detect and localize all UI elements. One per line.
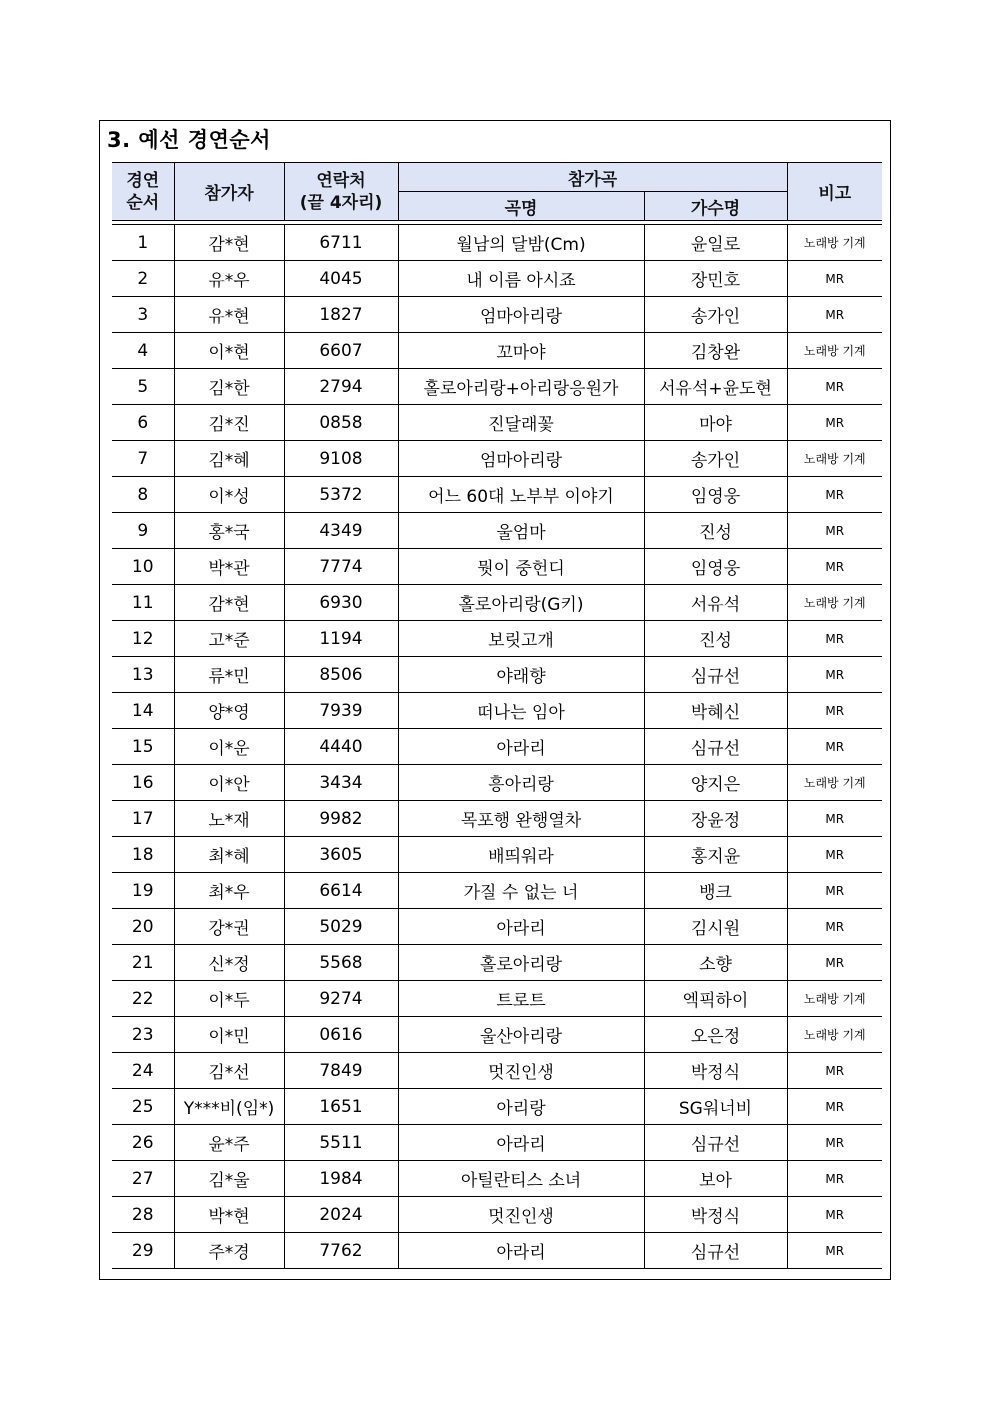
- row-number: 28: [112, 1197, 174, 1233]
- singer-name: 오은정: [644, 1017, 787, 1053]
- singer-name: 심규선: [644, 729, 787, 765]
- singer-name: SG워너비: [644, 1089, 787, 1125]
- song-title: 어느 60대 노부부 이야기: [398, 477, 644, 513]
- note: MR: [787, 1161, 882, 1197]
- contact-last4: 5568: [284, 945, 398, 981]
- row-number: 13: [112, 657, 174, 693]
- song-title: 홀로아리랑: [398, 945, 644, 981]
- singer-name: 송가인: [644, 441, 787, 477]
- section-title: 3. 예선 경연순서: [107, 128, 271, 152]
- song-title: 진달래꽃: [398, 405, 644, 441]
- table-row: [112, 1017, 882, 1053]
- row-number: 16: [112, 765, 174, 801]
- participant-name: 주*경: [174, 1233, 284, 1269]
- contact-last4: 2024: [284, 1197, 398, 1233]
- singer-name: 마야: [644, 405, 787, 441]
- row-number: 24: [112, 1053, 174, 1089]
- note: MR: [787, 837, 882, 873]
- header-note: [787, 163, 882, 221]
- contact-last4: 4349: [284, 513, 398, 549]
- participant-name: 김*한: [174, 369, 284, 405]
- contact-last4: 9274: [284, 981, 398, 1017]
- participant-name: 노*재: [174, 801, 284, 837]
- song-title: 멋진인생: [398, 1053, 644, 1089]
- participant-name: 김*진: [174, 405, 284, 441]
- contact-last4: 8506: [284, 657, 398, 693]
- note: MR: [787, 369, 882, 405]
- song-title: 아라리: [398, 729, 644, 765]
- song-title: 흥아리랑: [398, 765, 644, 801]
- singer-name: 서유석: [644, 585, 787, 621]
- header-note-label: 비고: [818, 184, 852, 204]
- table-row: [112, 1197, 882, 1233]
- note: MR: [787, 549, 882, 585]
- note: MR: [787, 873, 882, 909]
- song-title: 멋진인생: [398, 1197, 644, 1233]
- participant-name: 류*민: [174, 657, 284, 693]
- contact-last4: 7849: [284, 1053, 398, 1089]
- note: MR: [787, 477, 882, 513]
- header-song-title: [398, 192, 644, 221]
- song-title: 보릿고개: [398, 621, 644, 657]
- note: 노래방 기계: [787, 441, 882, 477]
- note: 노래방 기계: [787, 981, 882, 1017]
- note: MR: [787, 1233, 882, 1269]
- singer-name: 임영웅: [644, 477, 787, 513]
- table-row: [112, 621, 882, 657]
- note: MR: [787, 657, 882, 693]
- table-row: [112, 945, 882, 981]
- participant-name: 윤*주: [174, 1125, 284, 1161]
- song-title: 아틸란티스 소녀: [398, 1161, 644, 1197]
- singer-name: 윤일로: [644, 225, 787, 261]
- table-row: [112, 873, 882, 909]
- row-number: 5: [112, 369, 174, 405]
- table-row: [112, 1053, 882, 1089]
- header-participant-label: 참가자: [204, 184, 254, 204]
- note: 노래방 기계: [787, 585, 882, 621]
- row-number: 2: [112, 261, 174, 297]
- participant-name: 김*혜: [174, 441, 284, 477]
- singer-name: 진성: [644, 513, 787, 549]
- contact-last4: 5029: [284, 909, 398, 945]
- song-title: 울엄마: [398, 513, 644, 549]
- note: MR: [787, 513, 882, 549]
- note: MR: [787, 945, 882, 981]
- participant-name: 박*관: [174, 549, 284, 585]
- participant-name: 김*선: [174, 1053, 284, 1089]
- contact-last4: 6614: [284, 873, 398, 909]
- singer-name: 소향: [644, 945, 787, 981]
- header-singer-label: 가수명: [690, 198, 741, 219]
- row-number: 21: [112, 945, 174, 981]
- row-number: 27: [112, 1161, 174, 1197]
- participant-name: 최*혜: [174, 837, 284, 873]
- note: MR: [787, 1125, 882, 1161]
- song-title: 배띄워라: [398, 837, 644, 873]
- header-singer: [644, 192, 787, 221]
- song-title: 떠나는 임아: [398, 693, 644, 729]
- row-number: 29: [112, 1233, 174, 1269]
- singer-name: 박정식: [644, 1197, 787, 1233]
- table-row: [112, 333, 882, 369]
- row-number: 11: [112, 585, 174, 621]
- participant-name: 이*운: [174, 729, 284, 765]
- row-number: 1: [112, 225, 174, 261]
- participant-name: 감*현: [174, 225, 284, 261]
- row-number: 3: [112, 297, 174, 333]
- row-number: 22: [112, 981, 174, 1017]
- row-number: 18: [112, 837, 174, 873]
- row-number: 12: [112, 621, 174, 657]
- singer-name: 양지은: [644, 765, 787, 801]
- contact-last4: 1984: [284, 1161, 398, 1197]
- singer-name: 박정식: [644, 1053, 787, 1089]
- table-row: [112, 477, 882, 513]
- row-number: 15: [112, 729, 174, 765]
- header-order-label: 경연 순서: [126, 170, 160, 213]
- singer-name: 심규선: [644, 1233, 787, 1269]
- song-title: 야래향: [398, 657, 644, 693]
- singer-name: 임영웅: [644, 549, 787, 585]
- table-row: [112, 657, 882, 693]
- note: MR: [787, 729, 882, 765]
- table-row: [112, 369, 882, 405]
- participant-name: 이*현: [174, 333, 284, 369]
- singer-name: 박혜신: [644, 693, 787, 729]
- contact-last4: 5511: [284, 1125, 398, 1161]
- header-song-title-label: 곡명: [504, 198, 538, 219]
- table-row: [112, 297, 882, 333]
- table-row: [112, 693, 882, 729]
- participant-name: 감*현: [174, 585, 284, 621]
- participant-name: 김*울: [174, 1161, 284, 1197]
- singer-name: 심규선: [644, 1125, 787, 1161]
- header-contact: [284, 163, 398, 221]
- note: MR: [787, 261, 882, 297]
- participant-name: 유*우: [174, 261, 284, 297]
- row-number: 14: [112, 693, 174, 729]
- table-body: [112, 225, 882, 1269]
- header-song-group-label: 참가곡: [567, 169, 618, 190]
- participant-name: 이*성: [174, 477, 284, 513]
- participant-name: 최*우: [174, 873, 284, 909]
- table-row: [112, 1233, 882, 1269]
- table-row: [112, 1089, 882, 1125]
- participant-name: 이*민: [174, 1017, 284, 1053]
- participant-name: 신*정: [174, 945, 284, 981]
- note: MR: [787, 1197, 882, 1233]
- table-row: [112, 549, 882, 585]
- contact-last4: 1827: [284, 297, 398, 333]
- note: MR: [787, 1089, 882, 1125]
- table-row: [112, 513, 882, 549]
- song-title: 트로트: [398, 981, 644, 1017]
- contact-last4: 6930: [284, 585, 398, 621]
- participant-name: 이*안: [174, 765, 284, 801]
- table-row: [112, 585, 882, 621]
- table-row: [112, 801, 882, 837]
- note: MR: [787, 801, 882, 837]
- table-row: [112, 405, 882, 441]
- contact-last4: 6607: [284, 333, 398, 369]
- contact-last4: 5372: [284, 477, 398, 513]
- row-number: 8: [112, 477, 174, 513]
- contact-last4: 2794: [284, 369, 398, 405]
- contact-last4: 9108: [284, 441, 398, 477]
- header-contact-label: 연락처 (끝 4자리): [299, 170, 383, 213]
- row-number: 25: [112, 1089, 174, 1125]
- song-title: 울산아리랑: [398, 1017, 644, 1053]
- table-row: [112, 225, 882, 261]
- note: 노래방 기계: [787, 225, 882, 261]
- note: 노래방 기계: [787, 765, 882, 801]
- song-title: 아라리: [398, 1233, 644, 1269]
- row-number: 6: [112, 405, 174, 441]
- contact-last4: 6711: [284, 225, 398, 261]
- table-row: [112, 909, 882, 945]
- singer-name: 서유석+윤도현: [644, 369, 787, 405]
- song-title: 아라리: [398, 909, 644, 945]
- participant-name: Y***비(임*): [174, 1089, 284, 1125]
- song-title: 뭣이 중헌디: [398, 549, 644, 585]
- song-title: 꼬마야: [398, 333, 644, 369]
- row-number: 20: [112, 909, 174, 945]
- table-row: [112, 1125, 882, 1161]
- header-participant: [174, 163, 284, 221]
- note: MR: [787, 693, 882, 729]
- contact-last4: 0858: [284, 405, 398, 441]
- row-number: 26: [112, 1125, 174, 1161]
- header-song-group: [398, 163, 787, 192]
- song-title: 홀로아리랑+아리랑응원가: [398, 369, 644, 405]
- participant-name: 홍*국: [174, 513, 284, 549]
- note: MR: [787, 1053, 882, 1089]
- singer-name: 심규선: [644, 657, 787, 693]
- note: MR: [787, 621, 882, 657]
- singer-name: 보아: [644, 1161, 787, 1197]
- table-row: [112, 837, 882, 873]
- contact-last4: 3434: [284, 765, 398, 801]
- song-title: 가질 수 없는 너: [398, 873, 644, 909]
- contact-last4: 4440: [284, 729, 398, 765]
- contact-last4: 9982: [284, 801, 398, 837]
- participant-name: 이*두: [174, 981, 284, 1017]
- song-title: 내 이름 아시죠: [398, 261, 644, 297]
- participant-name: 고*준: [174, 621, 284, 657]
- contest-order-table: [112, 162, 882, 1269]
- singer-name: 뱅크: [644, 873, 787, 909]
- row-number: 4: [112, 333, 174, 369]
- row-number: 23: [112, 1017, 174, 1053]
- contact-last4: 7939: [284, 693, 398, 729]
- participant-name: 유*현: [174, 297, 284, 333]
- song-title: 아리랑: [398, 1089, 644, 1125]
- singer-name: 김시원: [644, 909, 787, 945]
- row-number: 17: [112, 801, 174, 837]
- table-row: [112, 765, 882, 801]
- singer-name: 송가인: [644, 297, 787, 333]
- contact-last4: 0616: [284, 1017, 398, 1053]
- note: MR: [787, 909, 882, 945]
- contact-last4: 7762: [284, 1233, 398, 1269]
- singer-name: 장민호: [644, 261, 787, 297]
- row-number: 19: [112, 873, 174, 909]
- song-title: 엄마아리랑: [398, 441, 644, 477]
- singer-name: 홍지윤: [644, 837, 787, 873]
- table-row: [112, 729, 882, 765]
- song-title: 목포행 완행열차: [398, 801, 644, 837]
- note: 노래방 기계: [787, 333, 882, 369]
- song-title: 월남의 달밤(Cm): [398, 225, 644, 261]
- header-order: [112, 163, 174, 221]
- contact-last4: 7774: [284, 549, 398, 585]
- singer-name: 장윤정: [644, 801, 787, 837]
- singer-name: 김창완: [644, 333, 787, 369]
- song-title: 엄마아리랑: [398, 297, 644, 333]
- note: 노래방 기계: [787, 1017, 882, 1053]
- singer-name: 진성: [644, 621, 787, 657]
- table-row: [112, 1161, 882, 1197]
- contact-last4: 1651: [284, 1089, 398, 1125]
- row-number: 7: [112, 441, 174, 477]
- participant-name: 박*현: [174, 1197, 284, 1233]
- singer-name: 엑픽하이: [644, 981, 787, 1017]
- contact-last4: 4045: [284, 261, 398, 297]
- table-row: [112, 981, 882, 1017]
- contact-last4: 1194: [284, 621, 398, 657]
- contact-last4: 3605: [284, 837, 398, 873]
- table-row: [112, 261, 882, 297]
- song-title: 홀로아리랑(G키): [398, 585, 644, 621]
- participant-name: 강*권: [174, 909, 284, 945]
- note: MR: [787, 405, 882, 441]
- row-number: 9: [112, 513, 174, 549]
- table-row: [112, 441, 882, 477]
- row-number: 10: [112, 549, 174, 585]
- participant-name: 양*영: [174, 693, 284, 729]
- song-title: 아라리: [398, 1125, 644, 1161]
- note: MR: [787, 297, 882, 333]
